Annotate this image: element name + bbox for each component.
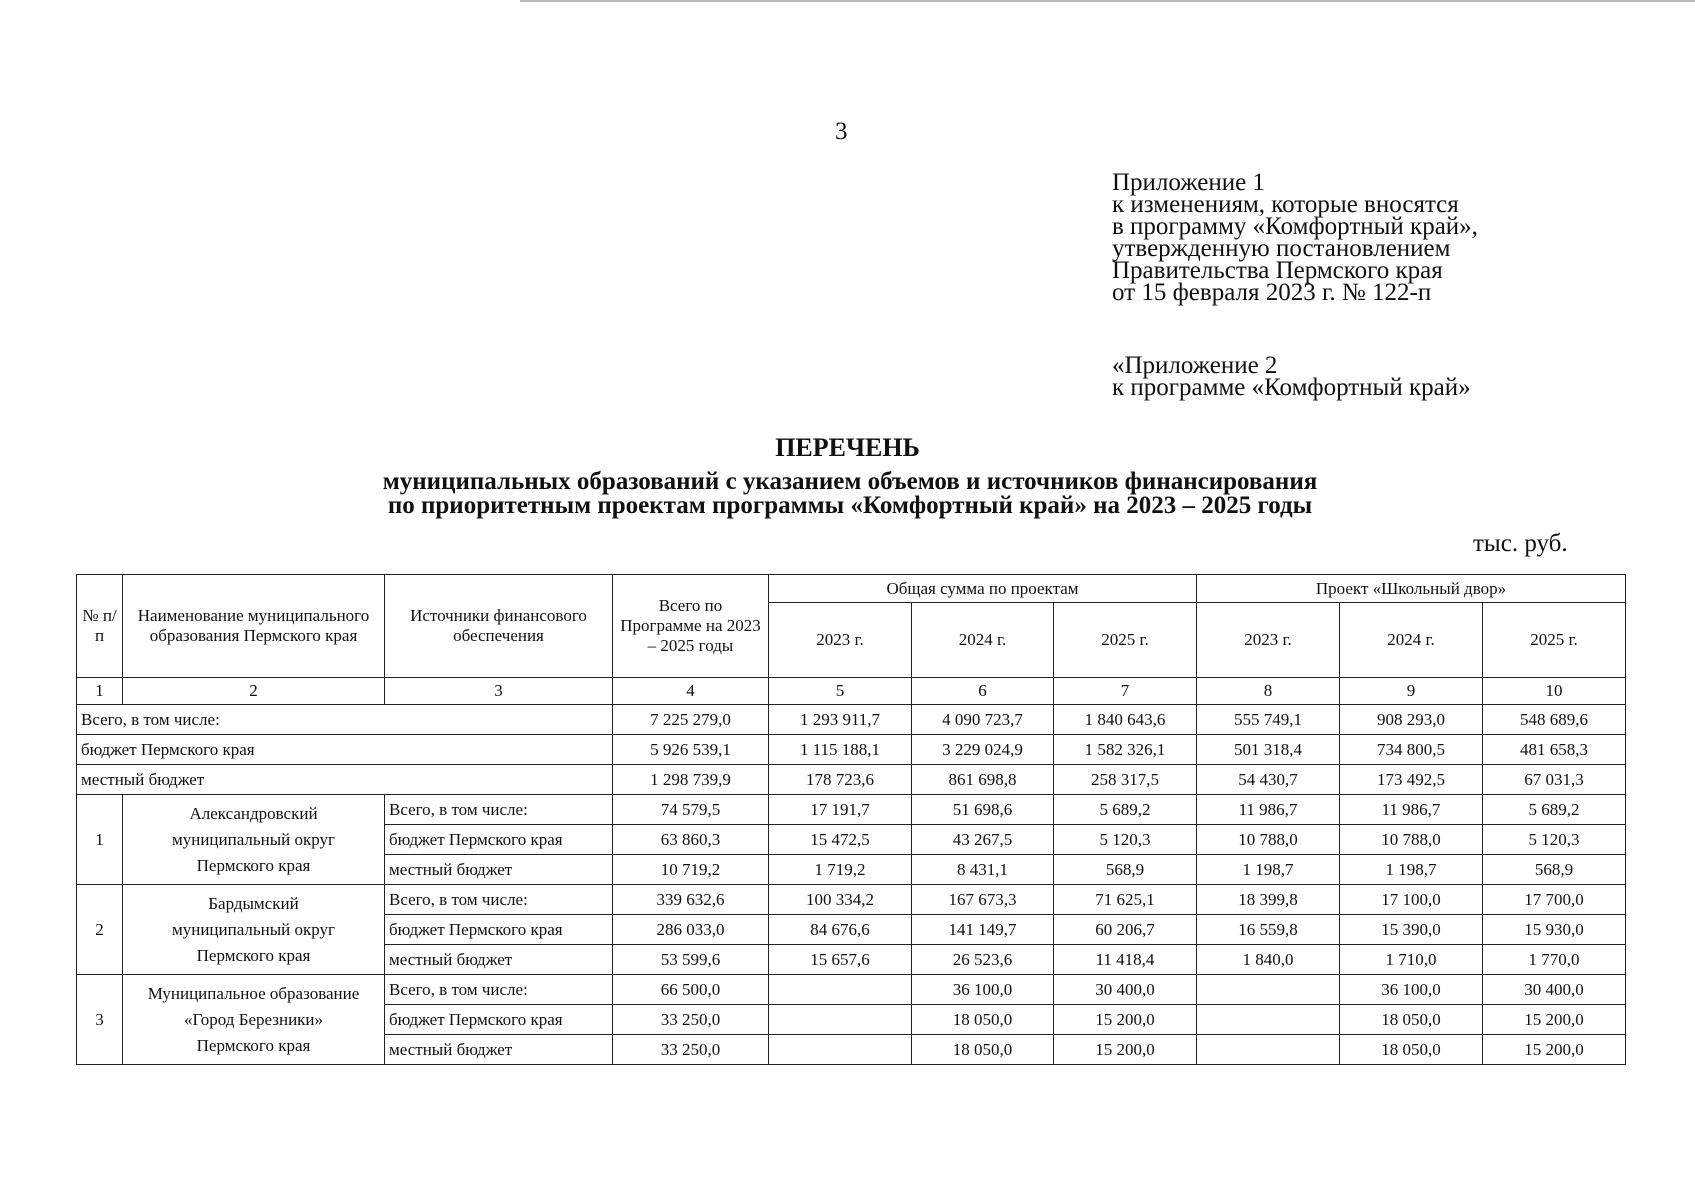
subtitle-line: муниципальных образований с указанием объемов и источников финансирования	[382, 468, 1318, 495]
value-cell: 10 719,2	[613, 855, 769, 885]
value-cell: 173 492,5	[1340, 765, 1483, 795]
header-name: Наименование муниципального образования Пермского края	[123, 575, 385, 678]
value-cell	[1197, 975, 1340, 1005]
value-cell: 11 418,4	[1054, 945, 1197, 975]
page-number: 3	[835, 118, 848, 145]
header-total: Всего по Программе на 2023 – 2025 годы	[613, 575, 769, 678]
municipality-num: 2	[77, 885, 123, 975]
value-cell: 30 400,0	[1054, 975, 1197, 1005]
municipality-row	[77, 975, 1626, 1005]
value-cell: 71 625,1	[1054, 885, 1197, 915]
value-cell: 11 986,7	[1340, 795, 1483, 825]
summary-label: местный бюджет	[77, 765, 613, 795]
value-cell: 5 926 539,1	[613, 735, 769, 765]
municipality-row	[77, 795, 1626, 825]
value-cell: 54 430,7	[1197, 765, 1340, 795]
municipality-name-line: Бардымский	[208, 893, 299, 913]
header-year: 2025 г.	[1483, 603, 1626, 678]
municipality-num: 3	[77, 975, 123, 1065]
header-group-total: Общая сумма по проектам	[769, 575, 1197, 603]
scan-edge	[520, 0, 1695, 2]
municipality-name	[123, 795, 385, 885]
value-cell: 15 200,0	[1054, 1005, 1197, 1035]
value-cell: 43 267,5	[912, 825, 1054, 855]
value-cell: 30 400,0	[1483, 975, 1626, 1005]
value-cell: 36 100,0	[912, 975, 1054, 1005]
source-cell: местный бюджет	[385, 1035, 613, 1065]
value-cell: 15 472,5	[769, 825, 912, 855]
municipality-name-line: «Город Березники»	[183, 1009, 324, 1029]
value-cell: 1 198,7	[1340, 855, 1483, 885]
column-number: 8	[1197, 678, 1340, 705]
summary-label: бюджет Пермского края	[77, 735, 613, 765]
header-row-groups	[77, 575, 1626, 603]
value-cell: 18 050,0	[1340, 1005, 1483, 1035]
value-cell: 1 115 188,1	[769, 735, 912, 765]
value-cell: 17 100,0	[1340, 885, 1483, 915]
value-cell: 16 559,8	[1197, 915, 1340, 945]
column-number: 9	[1340, 678, 1483, 705]
value-cell: 1 582 326,1	[1054, 735, 1197, 765]
appendix-line: к изменениям, которые вносятся	[1112, 191, 1459, 218]
value-cell	[769, 975, 912, 1005]
value-cell: 286 033,0	[613, 915, 769, 945]
value-cell: 1 198,7	[1197, 855, 1340, 885]
value-cell: 15 390,0	[1340, 915, 1483, 945]
value-cell: 18 050,0	[912, 1005, 1054, 1035]
value-cell: 178 723,6	[769, 765, 912, 795]
value-cell: 167 673,3	[912, 885, 1054, 915]
header-year: 2025 г.	[1054, 603, 1197, 678]
municipality-name-line: Муниципальное образование	[147, 983, 360, 1003]
summary-label: Всего, в том числе:	[77, 705, 613, 735]
municipality-name-line: Александровский	[189, 803, 318, 823]
value-cell: 3 229 024,9	[912, 735, 1054, 765]
value-cell	[769, 1005, 912, 1035]
value-cell: 5 689,2	[1054, 795, 1197, 825]
value-cell: 258 317,5	[1054, 765, 1197, 795]
value-cell: 548 689,6	[1483, 705, 1626, 735]
column-number: 3	[385, 678, 613, 705]
value-cell: 141 149,7	[912, 915, 1054, 945]
appendix-line: в программу «Комфортный край»,	[1112, 213, 1478, 240]
municipality-name	[123, 975, 385, 1065]
source-cell: бюджет Пермского края	[385, 825, 613, 855]
value-cell	[769, 1035, 912, 1065]
value-cell: 15 657,6	[769, 945, 912, 975]
document-subtitle	[300, 470, 1400, 518]
value-cell: 74 579,5	[613, 795, 769, 825]
header-group-school: Проект «Школьный двор»	[1197, 575, 1626, 603]
financing-table	[76, 574, 1626, 1065]
value-cell: 18 050,0	[1340, 1035, 1483, 1065]
value-cell: 36 100,0	[1340, 975, 1483, 1005]
value-cell: 4 090 723,7	[912, 705, 1054, 735]
municipality-name-line: Пермского края	[196, 855, 311, 875]
value-cell: 501 318,4	[1197, 735, 1340, 765]
column-number: 10	[1483, 678, 1626, 705]
value-cell: 33 250,0	[613, 1005, 769, 1035]
subtitle-line: по приоритетным проектам программы «Комфортный край» на 2023 – 2025 годы	[387, 492, 1313, 519]
value-cell: 5 120,3	[1483, 825, 1626, 855]
column-number: 1	[77, 678, 123, 705]
value-cell: 100 334,2	[769, 885, 912, 915]
value-cell: 18 399,8	[1197, 885, 1340, 915]
municipality-name-line: муниципальный округ	[171, 919, 336, 939]
source-cell: местный бюджет	[385, 945, 613, 975]
value-cell: 568,9	[1483, 855, 1626, 885]
value-cell: 33 250,0	[613, 1035, 769, 1065]
value-cell: 1 770,0	[1483, 945, 1626, 975]
value-cell: 51 698,6	[912, 795, 1054, 825]
value-cell: 481 658,3	[1483, 735, 1626, 765]
value-cell: 26 523,6	[912, 945, 1054, 975]
value-cell: 11 986,7	[1197, 795, 1340, 825]
value-cell	[1197, 1035, 1340, 1065]
appendix2-line: к программе «Комфортный край»	[1112, 374, 1471, 401]
units-label: тыс. руб.	[1473, 530, 1568, 557]
value-cell: 1 298 739,9	[613, 765, 769, 795]
value-cell: 67 031,3	[1483, 765, 1626, 795]
column-number: 5	[769, 678, 912, 705]
source-cell: Всего, в том числе:	[385, 795, 613, 825]
appendix-line: от 15 февраля 2023 г. № 122-п	[1112, 279, 1432, 306]
municipality-name	[123, 885, 385, 975]
value-cell: 1 710,0	[1340, 945, 1483, 975]
value-cell: 861 698,8	[912, 765, 1054, 795]
appendix2-note	[1112, 352, 1471, 401]
summary-row	[77, 765, 1626, 795]
summary-row	[77, 705, 1626, 735]
source-cell: местный бюджет	[385, 855, 613, 885]
value-cell: 18 050,0	[912, 1035, 1054, 1065]
value-cell: 15 200,0	[1483, 1035, 1626, 1065]
source-cell: Всего, в том числе:	[385, 885, 613, 915]
appendix-line: утвержденную постановлением	[1112, 235, 1451, 262]
value-cell: 1 840,0	[1197, 945, 1340, 975]
value-cell: 15 200,0	[1483, 1005, 1626, 1035]
value-cell: 10 788,0	[1340, 825, 1483, 855]
value-cell: 60 206,7	[1054, 915, 1197, 945]
value-cell: 17 700,0	[1483, 885, 1626, 915]
value-cell: 84 676,6	[769, 915, 912, 945]
column-number: 2	[123, 678, 385, 705]
value-cell: 555 749,1	[1197, 705, 1340, 735]
column-number: 7	[1054, 678, 1197, 705]
municipality-row	[77, 885, 1626, 915]
column-number-row	[77, 678, 1626, 705]
municipality-name-line: Пермского края	[196, 1035, 311, 1055]
header-year: 2024 г.	[912, 603, 1054, 678]
value-cell: 339 632,6	[613, 885, 769, 915]
document-title: ПЕРЕЧЕНЬ	[775, 433, 920, 462]
appendix-line: Приложение 1	[1112, 169, 1265, 196]
summary-row	[77, 735, 1626, 765]
municipality-num: 1	[77, 795, 123, 885]
value-cell: 8 431,1	[912, 855, 1054, 885]
municipality-name-line: Пермского края	[196, 945, 311, 965]
header-source: Источники финансового обеспечения	[385, 575, 613, 678]
value-cell: 10 788,0	[1197, 825, 1340, 855]
column-number: 4	[613, 678, 769, 705]
value-cell: 568,9	[1054, 855, 1197, 885]
value-cell: 7 225 279,0	[613, 705, 769, 735]
value-cell	[1197, 1005, 1340, 1035]
value-cell: 15 200,0	[1054, 1035, 1197, 1065]
column-number: 6	[912, 678, 1054, 705]
appendix-line: Правительства Пермского края	[1112, 257, 1443, 284]
header-num: № п/п	[77, 575, 123, 678]
value-cell: 66 500,0	[613, 975, 769, 1005]
value-cell: 1 719,2	[769, 855, 912, 885]
value-cell: 5 689,2	[1483, 795, 1626, 825]
value-cell: 5 120,3	[1054, 825, 1197, 855]
appendix2-line: «Приложение 2	[1112, 352, 1278, 379]
value-cell: 1 293 911,7	[769, 705, 912, 735]
value-cell: 17 191,7	[769, 795, 912, 825]
value-cell: 63 860,3	[613, 825, 769, 855]
source-cell: бюджет Пермского края	[385, 915, 613, 945]
value-cell: 53 599,6	[613, 945, 769, 975]
source-cell: бюджет Пермского края	[385, 1005, 613, 1035]
source-cell: Всего, в том числе:	[385, 975, 613, 1005]
value-cell: 734 800,5	[1340, 735, 1483, 765]
value-cell: 1 840 643,6	[1054, 705, 1197, 735]
municipality-name-line: муниципальный округ	[171, 829, 336, 849]
header-year: 2023 г.	[1197, 603, 1340, 678]
value-cell: 908 293,0	[1340, 705, 1483, 735]
header-year: 2024 г.	[1340, 603, 1483, 678]
appendix-note	[1112, 169, 1478, 306]
header-year: 2023 г.	[769, 603, 912, 678]
value-cell: 15 930,0	[1483, 915, 1626, 945]
